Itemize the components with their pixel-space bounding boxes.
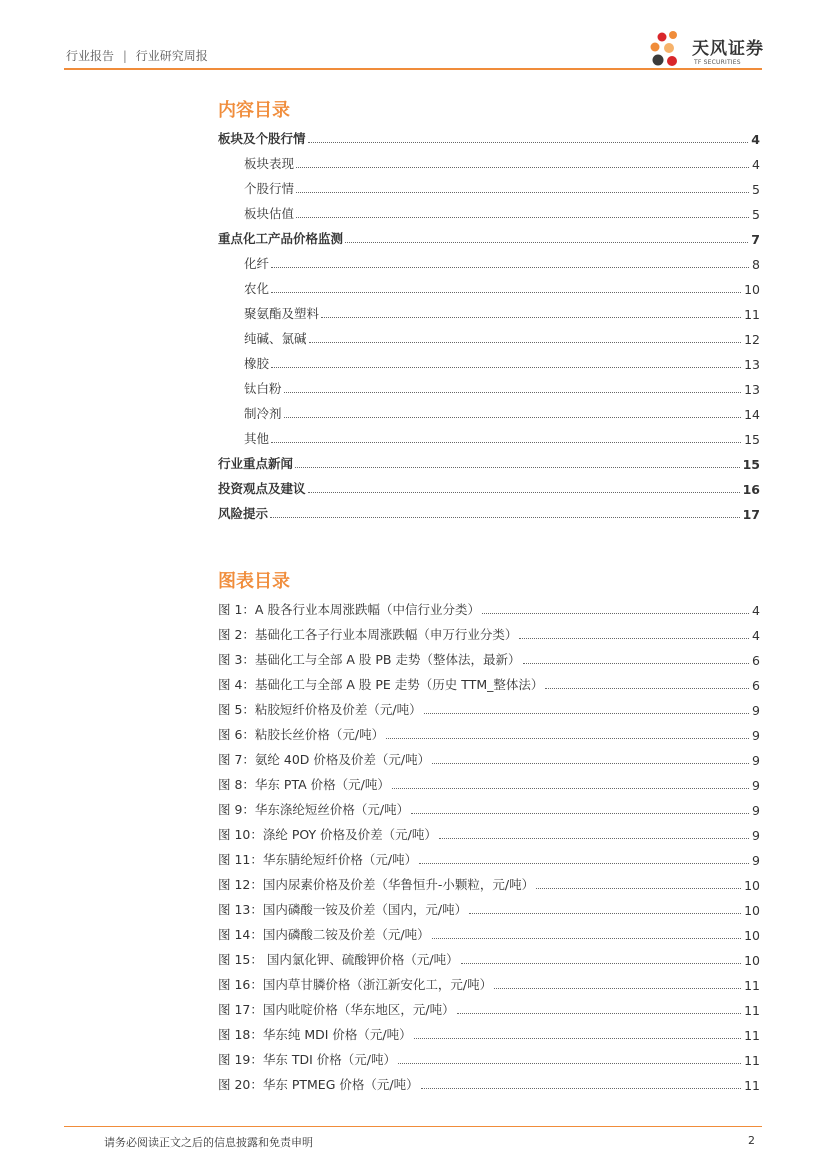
category-separator: | <box>122 49 127 63</box>
dot-leader <box>432 937 742 939</box>
dot-leader <box>308 141 749 143</box>
figure-entry[interactable] <box>218 673 760 693</box>
figure-entry-label: 图 7：氨纶 40D 价格及价差（元/吨） <box>218 752 431 767</box>
dot-leader <box>457 1012 742 1014</box>
figure-entry-page: 10 <box>744 928 760 943</box>
figure-entry-label: 图 6：粘胶长丝价格（元/吨） <box>218 727 385 742</box>
flower-logo-icon <box>648 28 692 72</box>
figure-entry[interactable] <box>218 1023 760 1043</box>
figure-entry-label: 图 1：A 股各行业本周涨跌幅（中信行业分类） <box>218 602 480 617</box>
dot-leader <box>482 612 749 614</box>
dot-leader <box>271 366 741 368</box>
toc-entry[interactable] <box>244 402 760 422</box>
dot-leader <box>432 762 749 764</box>
toc-entry-label: 个股行情 <box>244 181 295 196</box>
toc-entry-page: 8 <box>752 257 760 272</box>
figure-entry[interactable] <box>218 823 760 843</box>
toc-entry-label: 聚氨酯及塑料 <box>244 306 320 321</box>
figure-entry-page: 9 <box>752 703 760 718</box>
dot-leader <box>424 712 749 714</box>
figure-entry[interactable] <box>218 723 760 743</box>
toc-entry-label: 板块估值 <box>244 206 295 221</box>
figure-entry[interactable] <box>218 848 760 868</box>
figure-entry[interactable] <box>218 898 760 918</box>
company-logo <box>648 28 768 72</box>
figure-entry-page: 11 <box>744 978 760 993</box>
header-divider <box>64 68 762 70</box>
figure-entry[interactable] <box>218 698 760 718</box>
logo-name: 天风证券 <box>692 39 764 59</box>
logo-subtitle: TF SECURITIES <box>694 59 741 66</box>
toc-entry-page: 12 <box>744 332 760 347</box>
toc-entry-label: 纯碱、氯碱 <box>244 331 307 346</box>
toc-entry-label: 板块及个股行情 <box>218 131 306 146</box>
figure-entry-page: 4 <box>752 628 760 643</box>
toc-entry-label: 化纤 <box>244 256 270 271</box>
figure-entry-label: 图 12：国内尿素价格及价差（华鲁恒升-小颗粒，元/吨） <box>218 877 535 892</box>
figure-entry[interactable] <box>218 998 760 1018</box>
toc-entry[interactable] <box>244 152 760 172</box>
toc-entry[interactable] <box>244 427 760 447</box>
dot-leader <box>271 441 741 443</box>
toc-entry-label: 风险提示 <box>218 506 269 521</box>
figure-entry-label: 图 9：华东涤纶短丝价格（元/吨） <box>218 802 410 817</box>
toc-entry-page: 5 <box>752 207 760 222</box>
page-header <box>0 0 827 72</box>
dot-leader <box>439 837 749 839</box>
dot-leader <box>345 241 748 243</box>
dot-leader <box>419 862 749 864</box>
toc-entry[interactable] <box>218 452 760 472</box>
toc-entry[interactable] <box>244 252 760 272</box>
figure-entry[interactable] <box>218 948 760 968</box>
toc-entry-page: 15 <box>744 432 760 447</box>
toc-entry-label: 制冷剂 <box>244 406 282 421</box>
dot-leader <box>271 291 741 293</box>
dot-leader <box>494 987 741 989</box>
toc-entry-label: 其他 <box>244 431 270 446</box>
figure-entry[interactable] <box>218 873 760 893</box>
dot-leader <box>519 637 749 639</box>
footer-divider <box>64 1126 762 1127</box>
figure-entry-page: 11 <box>744 1078 760 1093</box>
toc-entry[interactable] <box>244 302 760 322</box>
figure-entry-page: 9 <box>752 728 760 743</box>
footer-disclaimer: 请务必阅读正文之后的信息披露和免责申明 <box>104 1136 313 1149</box>
figure-entry-page: 10 <box>744 878 760 893</box>
toc-entry-page: 16 <box>742 482 760 497</box>
figure-entry-page: 9 <box>752 803 760 818</box>
figure-entry-label: 图 16：国内草甘膦价格（浙江新安化工，元/吨） <box>218 977 493 992</box>
dot-leader <box>392 787 749 789</box>
dot-leader <box>469 912 741 914</box>
figure-entry[interactable] <box>218 1073 760 1093</box>
toc-entry-page: 4 <box>751 132 760 147</box>
toc-entry[interactable] <box>218 477 760 497</box>
toc-entry-page: 7 <box>751 232 760 247</box>
figure-entry[interactable] <box>218 773 760 793</box>
toc-entry[interactable] <box>218 227 760 247</box>
toc-entry[interactable] <box>244 177 760 197</box>
figure-entry-label: 图 3：基础化工与全部 A 股 PB 走势（整体法，最新） <box>218 652 521 667</box>
toc-entry-page: 4 <box>752 157 760 172</box>
figure-entry-page: 9 <box>752 778 760 793</box>
figure-entry[interactable] <box>218 798 760 818</box>
figure-entry-label: 图 5：粘胶短纤价格及价差（元/吨） <box>218 702 422 717</box>
dot-leader <box>296 191 749 193</box>
figure-entry[interactable] <box>218 973 760 993</box>
toc-title: 内容目录 <box>218 100 290 121</box>
category-label: 行业报告 <box>66 49 115 63</box>
figure-entry[interactable] <box>218 748 760 768</box>
dot-leader <box>296 166 749 168</box>
toc-entry[interactable] <box>244 202 760 222</box>
toc-entry-label: 橡胶 <box>244 356 270 371</box>
figure-entry-page: 11 <box>744 1003 760 1018</box>
figure-entry-page: 9 <box>752 828 760 843</box>
figure-entry[interactable] <box>218 648 760 668</box>
figure-entry-label: 图 15： 国内氯化钾、硫酸钾价格（元/吨） <box>218 952 459 967</box>
figure-entry[interactable] <box>218 623 760 643</box>
figure-entry-label: 图 11：华东腈纶短纤价格（元/吨） <box>218 852 418 867</box>
toc-entry-label: 行业重点新闻 <box>218 456 294 471</box>
figure-entry-label: 图 13：国内磷酸一铵及价差（国内，元/吨） <box>218 902 468 917</box>
toc-entry-label: 投资观点及建议 <box>218 481 306 496</box>
toc-entry-label: 板块表现 <box>244 156 295 171</box>
figure-entry-label: 图 20：华东 PTMEG 价格（元/吨） <box>218 1077 419 1092</box>
toc-entry-page: 11 <box>744 307 760 322</box>
figure-entry-label: 图 17：国内吡啶价格（华东地区，元/吨） <box>218 1002 455 1017</box>
toc-entry-page: 15 <box>742 457 760 472</box>
figure-entry-page: 6 <box>752 678 760 693</box>
page-number: 2 <box>748 1134 755 1147</box>
dot-leader <box>545 687 749 689</box>
dot-leader <box>284 416 742 418</box>
figure-entry[interactable] <box>218 598 760 618</box>
figure-entry-page: 6 <box>752 653 760 668</box>
dot-leader <box>398 1062 741 1064</box>
figure-entry-page: 10 <box>744 953 760 968</box>
toc-entry-page: 13 <box>744 382 760 397</box>
dot-leader <box>308 491 740 493</box>
dot-leader <box>296 216 749 218</box>
toc-entry-page: 17 <box>742 507 760 522</box>
toc-entry[interactable] <box>218 127 760 147</box>
figure-entry-label: 图 2：基础化工各子行业本周涨跌幅（申万行业分类） <box>218 627 518 642</box>
dot-leader <box>414 1037 741 1039</box>
report-category <box>66 47 208 64</box>
dot-leader <box>284 391 742 393</box>
figure-entry-page: 11 <box>744 1053 760 1068</box>
dot-leader <box>411 812 749 814</box>
toc-entry-page: 14 <box>744 407 760 422</box>
figure-entry[interactable] <box>218 1048 760 1068</box>
figure-entry-label: 图 4：基础化工与全部 A 股 PE 走势（历史 TTM_整体法） <box>218 677 544 692</box>
dot-leader <box>321 316 741 318</box>
toc-entry-label: 重点化工产品价格监测 <box>218 231 344 246</box>
dot-leader <box>386 737 749 739</box>
figure-entry[interactable] <box>218 923 760 943</box>
figure-entry-page: 4 <box>752 603 760 618</box>
toc-entry[interactable] <box>244 377 760 397</box>
figure-entry-page: 9 <box>752 853 760 868</box>
toc-entry[interactable] <box>244 352 760 372</box>
toc-entry-label: 钛白粉 <box>244 381 282 396</box>
figure-entry-page: 11 <box>744 1028 760 1043</box>
figure-entry-label: 图 14：国内磷酸二铵及价差（元/吨） <box>218 927 430 942</box>
figure-entry-label: 图 19：华东 TDI 价格（元/吨） <box>218 1052 396 1067</box>
dot-leader <box>270 516 740 518</box>
dot-leader <box>271 266 749 268</box>
toc-entry-label: 农化 <box>244 281 270 296</box>
figure-entry-page: 10 <box>744 903 760 918</box>
figure-entry-label: 图 8：华东 PTA 价格（元/吨） <box>218 777 390 792</box>
figure-entry-label: 图 18：华东纯 MDI 价格（元/吨） <box>218 1027 412 1042</box>
figure-entry-page: 9 <box>752 753 760 768</box>
toc-entry-page: 13 <box>744 357 760 372</box>
subcategory-label: 行业研究周报 <box>135 49 208 63</box>
dot-leader <box>461 962 742 964</box>
dot-leader <box>309 341 742 343</box>
toc-entry[interactable] <box>244 327 760 347</box>
dot-leader <box>536 887 741 889</box>
figures-title: 图表目录 <box>218 571 290 592</box>
dot-leader <box>295 466 740 468</box>
figure-entry-label: 图 10：涤纶 POY 价格及价差（元/吨） <box>218 827 437 842</box>
dot-leader <box>421 1087 742 1089</box>
toc-entry-page: 10 <box>744 282 760 297</box>
toc-entry[interactable] <box>218 502 760 522</box>
toc-entry[interactable] <box>244 277 760 297</box>
dot-leader <box>523 662 750 664</box>
toc-entry-page: 5 <box>752 182 760 197</box>
